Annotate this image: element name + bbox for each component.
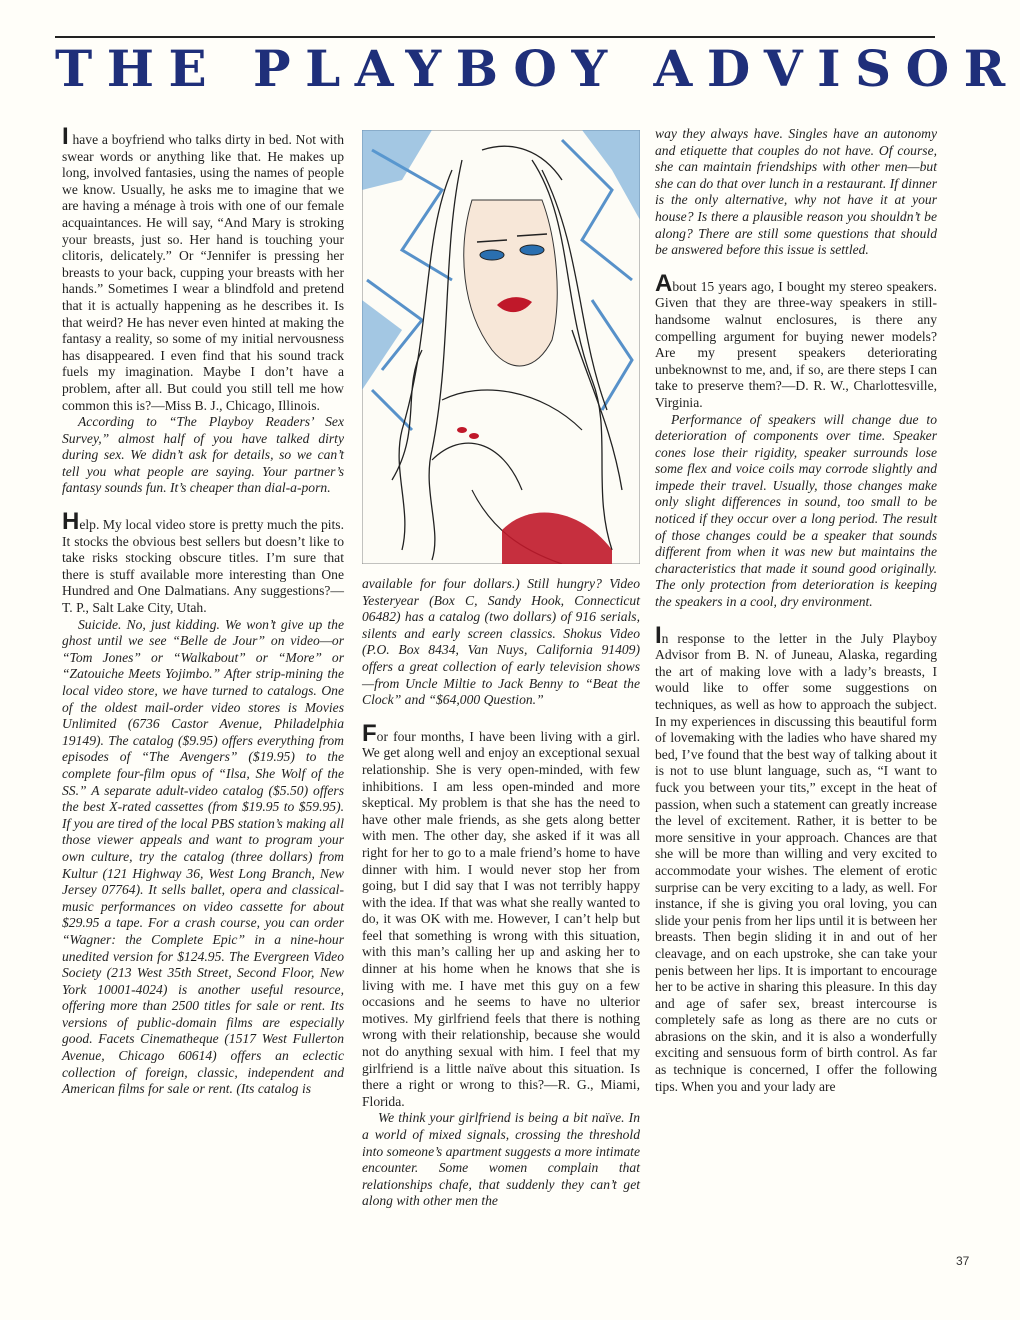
reply-girlfriend-naive: We think your girlfriend is being a bit naïve. In a world of mixed signals, crossing the threshold into someone’s apartment suggests a more intimate encounter. Some women complain that relationships chafe, that suddenly they can’t get along with other men the	[362, 1110, 640, 1209]
drop-cap: A	[655, 269, 673, 297]
letter-girlfriend-male-friends	[362, 719, 640, 1111]
page-number: 37	[956, 1254, 970, 1268]
drop-cap: I	[655, 621, 662, 649]
reply-video-catalogs: Suicide. No, just kidding. We won’t give up the ghost until we see “Belle de Jour” on video—or “Tom Jones” or “Walkabout” or “More” or “Zatouiche Meets Yojimbo.” After strip-mining the local video store, we have turned to catalogs. One of the oldest mail-order video stores is Movies Unlimited (6736 Castor Avenue, Philadelphia 19149). The catalog ($9.95) offers everything from episodes of “The Avengers” ($19.95) to the complete four-film opus of “Ilsa, She Wolf of the SS.” A separate adult-video catalog ($5.50) offers the best X-rated cassettes (from $19.95 to $59.95). If you are tired of the local PBS station’s making all those viewer appeals and want to program your own culture, try the catalog (three dollars) from Kultur (121 Highway 36, West Long Branch, New Jersey 07764). It sells ballet, opera and classical-music performances on video cassette for about $29.95 a tape. For a crash course, you can order “Wagner: the Complete Epic” in a nine-hour unedited version for $124.95. The Evergreen Video Society (213 West 35th Street, Second Floor, New York 10001-4024) is another useful resource, offering more than 2500 titles for sale or rent. Its versions of public-domain films are especially good. Facets Cinematheque (1517 West Fullerton Avenue, Chicago 60614) offers an eclectic collection of foreign, classic, independent and American films for sale or rent. (Its catalog is	[62, 616, 344, 1097]
letter-stereo-speakers	[655, 269, 937, 412]
drop-cap: I	[62, 123, 69, 150]
letter-video-store	[62, 508, 344, 617]
reply-video-catalogs-continued: available for four dollars.) Still hungry? Video Yesteryear (Box C, Sandy Hook, Connecticut 06482) has a catalog (two dollars) of 916 serials, silents and early screen classics. Shokus Video (P.O. Box 8434, Van Nuys, California 91409) offers a great collection of early television shows—from Uncle Miltie to Jack Benny to “Beat the Clock” and “$64,000 Question.”	[362, 576, 640, 708]
drop-cap: F	[362, 719, 377, 747]
reply-dirty-talk: According to “The Playboy Readers’ Sex Survey,” almost half of you have talked dirty during sex. We didn’t ask for details, so we can’t tell you what people are saying. Your partner’s fantasy sounds fun. It’s cheaper than dial-a-porn.	[62, 414, 344, 496]
letter-body: n response to the letter in the July Playboy Advisor from B. N. of Juneau, Alaska, regarding the art of making love with a lady’s breasts, I would like to offer some suggestions on techniques, as well as how to approach the subject. In my experiences in discussing this beautiful form of lovemaking with the ladies who have shared my bed, I’ve found that the best way of talking about it is not to use blunt language, such as, “I want to fuck you between your tits,” except in the heat of passion, when such a statement can greatly increase the level of excitement. Rather, it is better to be more sensitive in your approach. Chances are that she will be more than willing and very excited to accommodate your wishes. The element of erotic surprise can be very exciting to a lady, as well. For instance, if she is giving you oral loving, you can slide your penis from her lips until it is between her breasts. Then begin sliding it in and out of her cleavage, and on each upstroke, she can take your penis between her lips. It is important to encourage her to be active in sharing this pleasure. In this day and age of safer sex, breast intercourse is completely safe as long as there are no cuts or abrasions on the skin, and it is also a wonderfully exciting and sensuous form of birth control. As far as technique is concerned, I offer the following tips. When you and your lady are	[655, 630, 937, 1094]
letter-response-july	[655, 621, 937, 1096]
letter-body: have a boyfriend who talks dirty in bed. Not with swear words or anything like that. He makes up long, involved fantasies, using the names of people we know. Usually, he asks me to imagine that we are having a ménage à trois with one of our female acquaintances. He will say, “And Mary is stroking your breasts, just so. Her hand is touching your clitoris, delicately.” Or “Jennifer is pressing her breasts to your back, cupping your breasts with her hands.” Sometimes I wear a blindfold and pretend that it is actually happening as he describes it. Is that weird? He has never even hinted at making the fantasy a reality, so some of my initial nervousness has disappeared. I even find that his sound track fuels my imagination. Maybe I don’t have a problem, after all. But could you still tell me how common this is?—Miss B. J., Chicago, Illinois.	[62, 132, 344, 413]
column-1	[62, 123, 344, 1098]
letter-body: elp. My local video store is pretty much the pits. It stocks the obvious best sellers but doesn’t like to take risks stocking obscure titles. I’m sure that there is stuff available more interesting than One Hundred and One Dalmatians. Any suggestions?—T. P., Salt Lake City, Utah.	[62, 517, 344, 616]
reply-speakers: Performance of speakers will change due to deterioration of components over time. Speaker cones lose their rigidity, speaker surrounds lose some flex and voice coils may corrode slightly and impede their travel. Usually, those changes make only slight differences in sound, too small to be noticed if they occur over a long period. The result of those changes could be a speaker that sounds different from when it was new but maintains the characteristics that made it sound good originally. The only protection from deterioration is keeping the speakers in a cool, dry environment.	[655, 411, 937, 610]
letter-body: bout 15 years ago, I bought my stereo speakers. Given that they are three-way speakers in still-handsome walnut enclosures, is there any compelling argument for buying newer models? Are my present speakers deteriorating unbeknownst to me, and, if so, are there steps I can take to preserve them?—D. R. W., Charlottesville, Virginia.	[655, 278, 937, 410]
page-title: THE PLAYBOY ADVISOR	[55, 39, 1020, 98]
letter-body: or four months, I have been living with a girl. We get along well and enjoy an exceptional sexual relationship. She is very open-minded, with few inhibitions. I am less open-minded and more skeptical. My problem is that she has the need to have other male friends, as she gets along better with men. The other day, she asked if it was all right for her to go to a male friend’s home to have dinner with him. I would never stop her from going, but I did say that I was not terribly happy with the idea. If that was what she really wanted to do, it was OK with me. However, I can’t help but feel that something is wrong with this situation, with this man’s calling her up and asking her to dinner at his home when he knows that she is living with me. I have met this guy on a few occasions and he seems to have no ulterior motives. My girlfriend feels that there is nothing wrong with their relationship, because she would not do anything sexual with him. I feel that my girlfriend is a little naïve about this situation. Is there a right or wrong to this?—R. G., Miami, Florida.	[362, 728, 640, 1109]
column-3	[655, 126, 937, 1095]
letter-boyfriend-dirty-talk	[62, 123, 344, 414]
reply-girlfriend-continued: way they always have. Singles have an autonomy and etiquette that couples do not have. Of course, she can maintain friendships with other men—but she can do that over lunch in a restaurant. If dinner is the only alternative, why not have it at your house? Is there a plausible reason you shouldn’t be along? There are still some questions that should be answered before this issue is settled.	[655, 126, 937, 258]
header-rule	[55, 36, 935, 38]
column-2	[362, 130, 640, 1210]
woman-portrait-illustration	[362, 130, 640, 564]
drop-cap: H	[62, 508, 80, 536]
